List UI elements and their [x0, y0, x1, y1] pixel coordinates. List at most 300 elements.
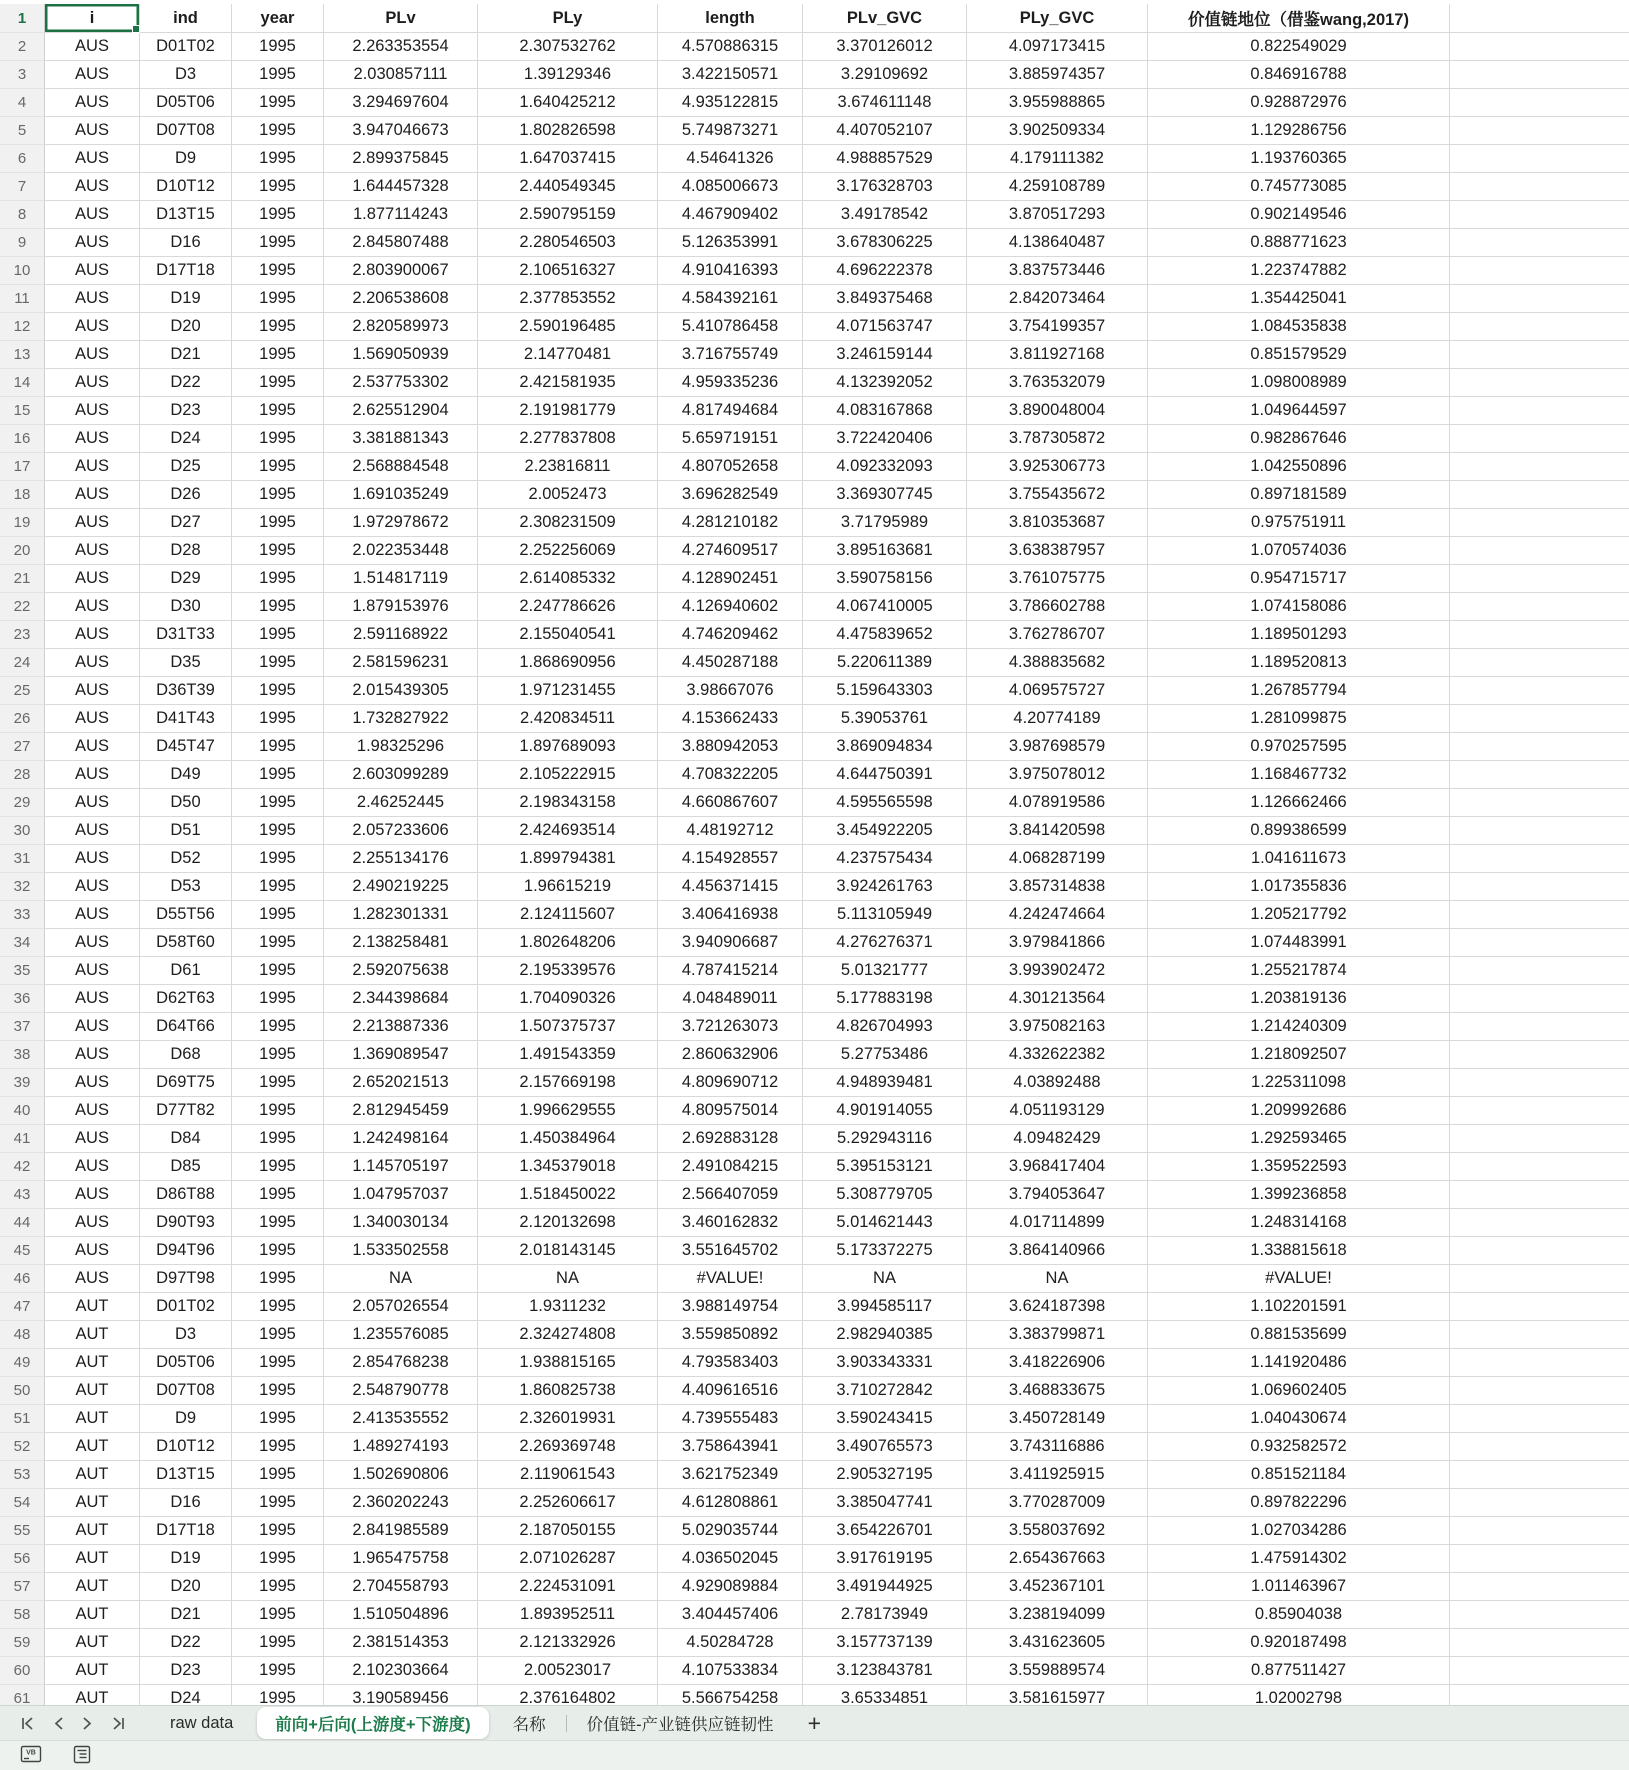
row-number[interactable]: 14	[0, 369, 45, 397]
cell[interactable]: 2.269369748	[478, 1433, 658, 1461]
empty-cells[interactable]	[1450, 845, 1629, 873]
cell[interactable]: 2.277837808	[478, 425, 658, 453]
empty-cells[interactable]	[1450, 677, 1629, 705]
cell[interactable]: AUS	[45, 1153, 140, 1181]
row-number[interactable]: 48	[0, 1321, 45, 1349]
empty-cells[interactable]	[1450, 33, 1629, 61]
cell[interactable]: AUS	[45, 845, 140, 873]
cell[interactable]: 2.224531091	[478, 1573, 658, 1601]
cell[interactable]: 1.242498164	[324, 1125, 478, 1153]
cell[interactable]: D35	[140, 649, 232, 677]
cell[interactable]: 5.113105949	[803, 901, 967, 929]
row-number[interactable]: 7	[0, 173, 45, 201]
cell[interactable]: 0.888771623	[1148, 229, 1450, 257]
cell[interactable]: 1995	[232, 789, 324, 817]
cell[interactable]: 1995	[232, 957, 324, 985]
cell[interactable]: 5.749873271	[658, 117, 803, 145]
cell[interactable]: 3.987698579	[967, 733, 1148, 761]
cell[interactable]: D21	[140, 341, 232, 369]
cell[interactable]: 4.03892488	[967, 1069, 1148, 1097]
row-number[interactable]: 57	[0, 1573, 45, 1601]
cell[interactable]: D3	[140, 61, 232, 89]
cell[interactable]: AUS	[45, 1013, 140, 1041]
cell[interactable]: 3.864140966	[967, 1237, 1148, 1265]
cell[interactable]: 1995	[232, 1237, 324, 1265]
cell[interactable]: 3.123843781	[803, 1657, 967, 1685]
cell[interactable]: AUS	[45, 313, 140, 341]
cell[interactable]: 2.022353448	[324, 537, 478, 565]
cell[interactable]: AUT	[45, 1377, 140, 1405]
cell[interactable]: D01T02	[140, 1293, 232, 1321]
cell[interactable]: 5.566754258	[658, 1685, 803, 1705]
row-number[interactable]: 46	[0, 1265, 45, 1293]
cell[interactable]: 2.324274808	[478, 1321, 658, 1349]
row-number[interactable]: 39	[0, 1069, 45, 1097]
cell[interactable]: 1.569050939	[324, 341, 478, 369]
cell[interactable]: 2.105222915	[478, 761, 658, 789]
cell[interactable]: 1995	[232, 117, 324, 145]
cell[interactable]: 4.809575014	[658, 1097, 803, 1125]
cell[interactable]: 2.568884548	[324, 453, 478, 481]
cell[interactable]: 0.982867646	[1148, 425, 1450, 453]
cell[interactable]: 1995	[232, 537, 324, 565]
cell[interactable]: 2.191981779	[478, 397, 658, 425]
empty-cells[interactable]	[1450, 1153, 1629, 1181]
cell[interactable]: 1.450384964	[478, 1125, 658, 1153]
cell[interactable]: 1995	[232, 1181, 324, 1209]
empty-cells[interactable]	[1450, 173, 1629, 201]
cell[interactable]: 2.360202243	[324, 1489, 478, 1517]
cell[interactable]: 1.732827922	[324, 705, 478, 733]
cell[interactable]: D10T12	[140, 1433, 232, 1461]
cell[interactable]: D49	[140, 761, 232, 789]
cell[interactable]: D28	[140, 537, 232, 565]
row-number[interactable]: 26	[0, 705, 45, 733]
cell[interactable]: 1.203819136	[1148, 985, 1450, 1013]
empty-cells[interactable]	[1450, 733, 1629, 761]
cell[interactable]: 5.292943116	[803, 1125, 967, 1153]
cell[interactable]: 2.421581935	[478, 369, 658, 397]
cell[interactable]: 2.138258481	[324, 929, 478, 957]
cell[interactable]: 2.803900067	[324, 257, 478, 285]
cell[interactable]: 1995	[232, 565, 324, 593]
cell[interactable]: 2.842073464	[967, 285, 1148, 313]
empty-cells[interactable]	[1450, 341, 1629, 369]
cell[interactable]: 1.877114243	[324, 201, 478, 229]
cell[interactable]: 3.450728149	[967, 1405, 1148, 1433]
cell[interactable]: 1.489274193	[324, 1433, 478, 1461]
cell[interactable]: 3.787305872	[967, 425, 1148, 453]
cell[interactable]: 3.890048004	[967, 397, 1148, 425]
cell[interactable]: 0.899386599	[1148, 817, 1450, 845]
cell[interactable]: 4.746209462	[658, 621, 803, 649]
cell[interactable]: D27	[140, 509, 232, 537]
cell[interactable]: 1.02002798	[1148, 1685, 1450, 1705]
empty-cells[interactable]	[1450, 1237, 1629, 1265]
empty-cells[interactable]	[1450, 1209, 1629, 1237]
cell[interactable]: 2.206538608	[324, 285, 478, 313]
column-header-cell[interactable]: 价值链地位（借鉴wang,2017)	[1148, 4, 1450, 33]
cell[interactable]: 1995	[232, 341, 324, 369]
cell[interactable]: 4.083167868	[803, 397, 967, 425]
cell[interactable]: 3.370126012	[803, 33, 967, 61]
cell[interactable]: 3.98667076	[658, 677, 803, 705]
cell[interactable]: 1.225311098	[1148, 1069, 1450, 1097]
cell[interactable]: AUT	[45, 1433, 140, 1461]
cell[interactable]: D05T06	[140, 1349, 232, 1377]
cell[interactable]: 1995	[232, 173, 324, 201]
row-number[interactable]: 11	[0, 285, 45, 313]
cell[interactable]: 2.982940385	[803, 1321, 967, 1349]
empty-cells[interactable]	[1450, 817, 1629, 845]
cell[interactable]: AUT	[45, 1629, 140, 1657]
cell[interactable]: 3.880942053	[658, 733, 803, 761]
cell[interactable]: AUT	[45, 1517, 140, 1545]
cell[interactable]: 4.50284728	[658, 1629, 803, 1657]
cell[interactable]: 1.640425212	[478, 89, 658, 117]
cell[interactable]: 1.359522593	[1148, 1153, 1450, 1181]
cell[interactable]: 5.410786458	[658, 313, 803, 341]
empty-cells[interactable]	[1450, 313, 1629, 341]
sheet-tab-active[interactable]: 前向+后向(上游度+下游度)	[257, 1707, 488, 1739]
row-number[interactable]: 50	[0, 1377, 45, 1405]
cell[interactable]: 1.041611673	[1148, 845, 1450, 873]
row-number[interactable]: 19	[0, 509, 45, 537]
cell[interactable]: AUS	[45, 1125, 140, 1153]
cell[interactable]: 1.189520813	[1148, 649, 1450, 677]
cell[interactable]: 1.235576085	[324, 1321, 478, 1349]
empty-cells[interactable]	[1450, 1125, 1629, 1153]
cell[interactable]: NA	[967, 1265, 1148, 1293]
row-number[interactable]: 35	[0, 957, 45, 985]
cell[interactable]: D45T47	[140, 733, 232, 761]
cell[interactable]: 1995	[232, 453, 324, 481]
cell[interactable]: D31T33	[140, 621, 232, 649]
cell[interactable]: 1.074483991	[1148, 929, 1450, 957]
cell[interactable]: 3.979841866	[967, 929, 1148, 957]
cell[interactable]: 1.141920486	[1148, 1349, 1450, 1377]
cell[interactable]: 4.54641326	[658, 145, 803, 173]
row-number[interactable]: 33	[0, 901, 45, 929]
cell[interactable]: 1.502690806	[324, 1461, 478, 1489]
row-number[interactable]: 18	[0, 481, 45, 509]
cell[interactable]: 4.409616516	[658, 1377, 803, 1405]
row-number[interactable]: 5	[0, 117, 45, 145]
empty-cells[interactable]	[1450, 89, 1629, 117]
cell[interactable]: 1995	[232, 901, 324, 929]
cell[interactable]: 3.411925915	[967, 1461, 1148, 1489]
cell[interactable]: 4.948939481	[803, 1069, 967, 1097]
cell[interactable]: 3.559889574	[967, 1657, 1148, 1685]
cell[interactable]: 4.085006673	[658, 173, 803, 201]
cell[interactable]: AUT	[45, 1489, 140, 1517]
cell[interactable]: 3.975082163	[967, 1013, 1148, 1041]
cell[interactable]: 1.475914302	[1148, 1545, 1450, 1573]
empty-cells[interactable]	[1450, 145, 1629, 173]
cell[interactable]: 2.106516327	[478, 257, 658, 285]
cell[interactable]: 1995	[232, 817, 324, 845]
cell[interactable]: 1.102201591	[1148, 1293, 1450, 1321]
empty-cells[interactable]	[1450, 1041, 1629, 1069]
empty-cells[interactable]	[1450, 1405, 1629, 1433]
row-number[interactable]: 58	[0, 1601, 45, 1629]
cell[interactable]: 3.422150571	[658, 61, 803, 89]
row-number[interactable]: 8	[0, 201, 45, 229]
cell[interactable]: 1995	[232, 845, 324, 873]
cell[interactable]: 2.344398684	[324, 985, 478, 1013]
cell[interactable]: 2.187050155	[478, 1517, 658, 1545]
cell[interactable]: 1995	[232, 733, 324, 761]
cell[interactable]: AUS	[45, 649, 140, 677]
cell[interactable]: 3.770287009	[967, 1489, 1148, 1517]
cell[interactable]: 1.168467732	[1148, 761, 1450, 789]
cell[interactable]: 3.902509334	[967, 117, 1148, 145]
cell[interactable]: 1.39129346	[478, 61, 658, 89]
cell[interactable]: 3.590243415	[803, 1405, 967, 1433]
cell[interactable]: AUS	[45, 201, 140, 229]
cell[interactable]: AUS	[45, 1097, 140, 1125]
row-number[interactable]: 1	[0, 4, 45, 33]
row-number[interactable]: 54	[0, 1489, 45, 1517]
outline-view-icon[interactable]	[72, 1745, 94, 1765]
cell[interactable]: 2.102303664	[324, 1657, 478, 1685]
row-number[interactable]: 28	[0, 761, 45, 789]
cell[interactable]: 1.860825738	[478, 1377, 658, 1405]
cell[interactable]: 4.407052107	[803, 117, 967, 145]
cell[interactable]: AUS	[45, 537, 140, 565]
cell[interactable]: D41T43	[140, 705, 232, 733]
cell[interactable]: 3.452367101	[967, 1573, 1148, 1601]
cell[interactable]: 2.280546503	[478, 229, 658, 257]
empty-cells[interactable]	[1450, 1489, 1629, 1517]
row-number[interactable]: 12	[0, 313, 45, 341]
cell[interactable]: D17T18	[140, 257, 232, 285]
cell[interactable]: AUS	[45, 705, 140, 733]
cell[interactable]: 1.647037415	[478, 145, 658, 173]
cell[interactable]: 2.057233606	[324, 817, 478, 845]
cell[interactable]: 2.841985589	[324, 1517, 478, 1545]
cell[interactable]: 3.157737139	[803, 1629, 967, 1657]
cell[interactable]: 4.910416393	[658, 257, 803, 285]
cell[interactable]: 3.940906687	[658, 929, 803, 957]
cell[interactable]: 1995	[232, 481, 324, 509]
cell[interactable]: 1.897689093	[478, 733, 658, 761]
cell[interactable]: 5.014621443	[803, 1209, 967, 1237]
cell[interactable]: D01T02	[140, 33, 232, 61]
cell[interactable]: 1995	[232, 1069, 324, 1097]
empty-cells[interactable]	[1450, 1013, 1629, 1041]
cell[interactable]: D85	[140, 1153, 232, 1181]
cell[interactable]: 1995	[232, 397, 324, 425]
empty-cells[interactable]	[1450, 229, 1629, 257]
cell[interactable]: AUS	[45, 173, 140, 201]
cell[interactable]: 3.468833675	[967, 1377, 1148, 1405]
cell[interactable]: 2.119061543	[478, 1461, 658, 1489]
cell[interactable]: D07T08	[140, 1377, 232, 1405]
cell[interactable]: 3.590758156	[803, 565, 967, 593]
cell[interactable]: NA	[803, 1265, 967, 1293]
cell[interactable]: D22	[140, 369, 232, 397]
row-number[interactable]: 51	[0, 1405, 45, 1433]
cell[interactable]: 5.029035744	[658, 1517, 803, 1545]
cell[interactable]: 2.157669198	[478, 1069, 658, 1097]
cell[interactable]: D51	[140, 817, 232, 845]
cell[interactable]: 1995	[232, 593, 324, 621]
cell[interactable]: 1995	[232, 1489, 324, 1517]
column-header-cell[interactable]: PLv_GVC	[803, 4, 967, 33]
cell[interactable]: 4.097173415	[967, 33, 1148, 61]
cell[interactable]: 1.965475758	[324, 1545, 478, 1573]
cell[interactable]: AUT	[45, 1545, 140, 1573]
cell[interactable]: 5.659719151	[658, 425, 803, 453]
empty-cells[interactable]	[1450, 453, 1629, 481]
cell[interactable]: 1.027034286	[1148, 1517, 1450, 1545]
cell[interactable]: 0.928872976	[1148, 89, 1450, 117]
cell[interactable]: 1.047957037	[324, 1181, 478, 1209]
cell[interactable]: 2.376164802	[478, 1685, 658, 1705]
cell[interactable]: 1.491543359	[478, 1041, 658, 1069]
cell[interactable]: 1995	[232, 929, 324, 957]
cell[interactable]: D20	[140, 313, 232, 341]
cell[interactable]: 3.238194099	[967, 1601, 1148, 1629]
empty-cells[interactable]	[1450, 257, 1629, 285]
cell[interactable]: 1.084535838	[1148, 313, 1450, 341]
cell[interactable]: 1.282301331	[324, 901, 478, 929]
cell[interactable]: 5.39053761	[803, 705, 967, 733]
cell[interactable]: D9	[140, 145, 232, 173]
cell[interactable]: 1.209992686	[1148, 1097, 1450, 1125]
cell[interactable]: AUS	[45, 229, 140, 257]
cell[interactable]: 2.255134176	[324, 845, 478, 873]
cell[interactable]: 4.128902451	[658, 565, 803, 593]
cell[interactable]: 3.454922205	[803, 817, 967, 845]
cell[interactable]: 4.935122815	[658, 89, 803, 117]
cell[interactable]: 2.252256069	[478, 537, 658, 565]
cell[interactable]: 1995	[232, 285, 324, 313]
row-number[interactable]: 61	[0, 1685, 45, 1705]
empty-cells[interactable]	[1450, 761, 1629, 789]
cell[interactable]: 2.591168922	[324, 621, 478, 649]
cell[interactable]: 1995	[232, 1293, 324, 1321]
cell[interactable]: AUS	[45, 453, 140, 481]
row-number[interactable]: 17	[0, 453, 45, 481]
cell[interactable]: D19	[140, 1545, 232, 1573]
cell[interactable]: 4.017114899	[967, 1209, 1148, 1237]
row-number[interactable]: 49	[0, 1349, 45, 1377]
cell[interactable]: 1.040430674	[1148, 1405, 1450, 1433]
cell[interactable]: 1.070574036	[1148, 537, 1450, 565]
cell[interactable]: 4.570886315	[658, 33, 803, 61]
cell[interactable]: 3.490765573	[803, 1433, 967, 1461]
cell[interactable]: D05T06	[140, 89, 232, 117]
cell[interactable]: 2.308231509	[478, 509, 658, 537]
empty-cells[interactable]	[1450, 1377, 1629, 1405]
cell[interactable]: 2.590196485	[478, 313, 658, 341]
cell[interactable]: D21	[140, 1601, 232, 1629]
cell[interactable]: 3.837573446	[967, 257, 1148, 285]
cell[interactable]: D64T66	[140, 1013, 232, 1041]
cell[interactable]: 5.308779705	[803, 1181, 967, 1209]
cell[interactable]: D19	[140, 285, 232, 313]
cell[interactable]: 4.132392052	[803, 369, 967, 397]
cell[interactable]: 1995	[232, 425, 324, 453]
column-header-cell[interactable]: PLy	[478, 4, 658, 33]
empty-cells[interactable]	[1450, 1181, 1629, 1209]
cell[interactable]: 3.754199357	[967, 313, 1148, 341]
cell[interactable]: AUS	[45, 33, 140, 61]
cell[interactable]: 1995	[232, 985, 324, 1013]
cell[interactable]: AUS	[45, 397, 140, 425]
cell[interactable]: D17T18	[140, 1517, 232, 1545]
cell[interactable]: 4.20774189	[967, 705, 1148, 733]
cell[interactable]: 3.176328703	[803, 173, 967, 201]
cell[interactable]: 0.745773085	[1148, 173, 1450, 201]
cell[interactable]: AUT	[45, 1461, 140, 1489]
cell[interactable]: AUS	[45, 621, 140, 649]
empty-cells[interactable]	[1450, 537, 1629, 565]
row-number[interactable]: 36	[0, 985, 45, 1013]
cell[interactable]: D50	[140, 789, 232, 817]
cell[interactable]: 2.854768238	[324, 1349, 478, 1377]
cell[interactable]: 4.901914055	[803, 1097, 967, 1125]
row-number[interactable]: 4	[0, 89, 45, 117]
cell[interactable]: 1.369089547	[324, 1041, 478, 1069]
cell[interactable]: 3.406416938	[658, 901, 803, 929]
cell[interactable]: 3.674611148	[803, 89, 967, 117]
cell[interactable]: 3.654226701	[803, 1517, 967, 1545]
cell[interactable]: 4.708322205	[658, 761, 803, 789]
cell[interactable]: 1995	[232, 145, 324, 173]
empty-cells[interactable]	[1450, 1349, 1629, 1377]
cell[interactable]: 1995	[232, 229, 324, 257]
empty-cells[interactable]	[1450, 901, 1629, 929]
cell[interactable]: 3.383799871	[967, 1321, 1148, 1349]
cell[interactable]: 3.762786707	[967, 621, 1148, 649]
cell[interactable]: 3.758643941	[658, 1433, 803, 1461]
cell[interactable]: 1.017355836	[1148, 873, 1450, 901]
column-header-cell[interactable]: year	[232, 4, 324, 33]
cell[interactable]: 2.440549345	[478, 173, 658, 201]
cell[interactable]: 2.071026287	[478, 1545, 658, 1573]
cell[interactable]: #VALUE!	[1148, 1265, 1450, 1293]
empty-cells[interactable]	[1450, 369, 1629, 397]
empty-cells[interactable]	[1450, 1545, 1629, 1573]
cell[interactable]: 2.78173949	[803, 1601, 967, 1629]
cell[interactable]: NA	[478, 1265, 658, 1293]
empty-cells[interactable]	[1450, 1685, 1629, 1705]
cell[interactable]: 1.345379018	[478, 1153, 658, 1181]
cell[interactable]: 1995	[232, 369, 324, 397]
cell[interactable]: 2.566407059	[658, 1181, 803, 1209]
cell[interactable]: D30	[140, 593, 232, 621]
empty-cells[interactable]	[1450, 509, 1629, 537]
empty-cells[interactable]	[1450, 425, 1629, 453]
cell[interactable]: 3.638387957	[967, 537, 1148, 565]
cell[interactable]: AUT	[45, 1657, 140, 1685]
cell[interactable]: AUS	[45, 481, 140, 509]
cell[interactable]: 3.294697604	[324, 89, 478, 117]
row-number[interactable]: 34	[0, 929, 45, 957]
last-sheet-icon[interactable]	[109, 1716, 126, 1731]
cell[interactable]: 2.057026554	[324, 1293, 478, 1321]
cell[interactable]: 3.559850892	[658, 1321, 803, 1349]
empty-cells[interactable]	[1450, 1321, 1629, 1349]
cell[interactable]: 2.23816811	[478, 453, 658, 481]
empty-cells[interactable]	[1450, 1069, 1629, 1097]
cell[interactable]: 1995	[232, 677, 324, 705]
cell[interactable]: 1995	[232, 1013, 324, 1041]
cell[interactable]: AUT	[45, 1573, 140, 1601]
